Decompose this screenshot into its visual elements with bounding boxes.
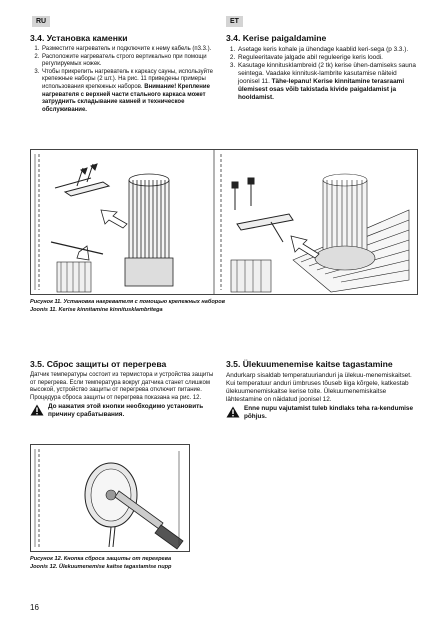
figure-11-caption-et: Joonis 11. Kerise kinnitamine kinnitusklambritega — [30, 307, 163, 313]
figure-12-caption-ru: Рисунок 12. Кнопка сброса защиты от перегрева — [30, 556, 172, 562]
list-item — [41, 69, 220, 115]
heater-drawing — [125, 174, 173, 286]
language-tag-ru: RU — [32, 16, 50, 27]
warning-text: Enne nupu vajutamist tuleb kindlaks teha ra-kendumise põhjus. — [244, 405, 414, 420]
section-title: 3.5. Ülekuumenemise kaitse tagastamine — [226, 359, 393, 369]
figure-12-caption-et: Joonis 12. Ülekuumenemise kaitse tagastamise nupp — [30, 564, 172, 570]
warning-text: Внимание! Крепление нагревателя с верхней части стального каркаса может затруднить складывание камней и техническое обслуживание. — [42, 83, 210, 113]
section-3-4-et — [226, 33, 418, 102]
reset-button-drawing — [31, 445, 189, 551]
warning-row — [30, 403, 220, 419]
list-item — [237, 62, 418, 102]
warning-triangle-icon — [226, 406, 240, 418]
wall-bracket-drawing — [55, 164, 109, 196]
warning-triangle-icon — [30, 404, 44, 416]
warning-text: Tähe-lepanu! Kerise kinnitamine terasraami ülemisest osas võib takistada kivide paigaldamist ja hooldamist. — [238, 78, 405, 101]
section-3-4-ru — [30, 33, 220, 114]
warning-row — [226, 405, 418, 421]
warning-text: До нажатия этой кнопки необходимо установить причину срабатывания. — [48, 403, 204, 419]
language-tag-et: ET — [226, 16, 243, 27]
figure-11-caption-ru: Рисунок 11. Установка нагревателя с помощью крепежных наборов — [30, 299, 226, 305]
page-number: 16 — [30, 603, 39, 612]
list-item: 2. Расположите нагреватель строго вертикально при помощи регулируемых ножек. — [41, 54, 220, 69]
list-item: 1. Asetage keris kohale ja ühendage kaablid keri-sega (p 3.3.). — [237, 46, 418, 54]
figure-12 — [30, 444, 190, 552]
section-3-5-ru — [30, 359, 220, 419]
section-title: 3.5. Сброс защиты от перегрева — [30, 359, 167, 369]
heater-installation-drawing — [31, 150, 417, 294]
section-body: Датчик температуры состоит из термистора и устройства защиты от перегрева. Если температура вокруг датчика станет слишком высокой, устройство защиты от перегрева отключит питание. Процедура сброса защиты от перегрева показана на рис. 12. — [30, 372, 214, 401]
section-title: 3.4. Установка каменки — [30, 33, 128, 43]
figure-11 — [30, 149, 418, 295]
section-title: 3.4. Kerise paigaldamine — [226, 33, 327, 43]
instruction-list — [30, 46, 220, 114]
list-item-text: Kasutage kinnituskIambreid (2 tk) kerise ühen-damiseks sauna seintega. Vaadake kinnitusk-lambrite kasutamise näiteid joonisel 11. — [238, 62, 416, 85]
list-item: 2. Reguleeritavate jalgade abil reguleerige keris loodi. — [237, 54, 418, 62]
section-3-5-et — [226, 359, 418, 421]
list-item: 1. Разместите нагреватель и подключите к нему кабель (п3.3.). — [41, 46, 220, 54]
instruction-list — [226, 46, 418, 102]
list-item-text: Чтобы прикрепить нагреватель к каркасу сауны, используйте крепежные наборы (2 шт.). На рис. 11 приведены примеры использования крепежных наборов. — [42, 68, 213, 90]
section-body: Andurkarp sisaldab temperatuurianduri ja ülekuu-menemiskaitset. Kui temperatuur anduri ümbruses tõuseb liiga kõrgele, katkestab ülekuumenemiskaitse kerise toite. Ülekuumenemiskaitse lähtestamine on näidatud joonisel 12. — [226, 372, 412, 403]
